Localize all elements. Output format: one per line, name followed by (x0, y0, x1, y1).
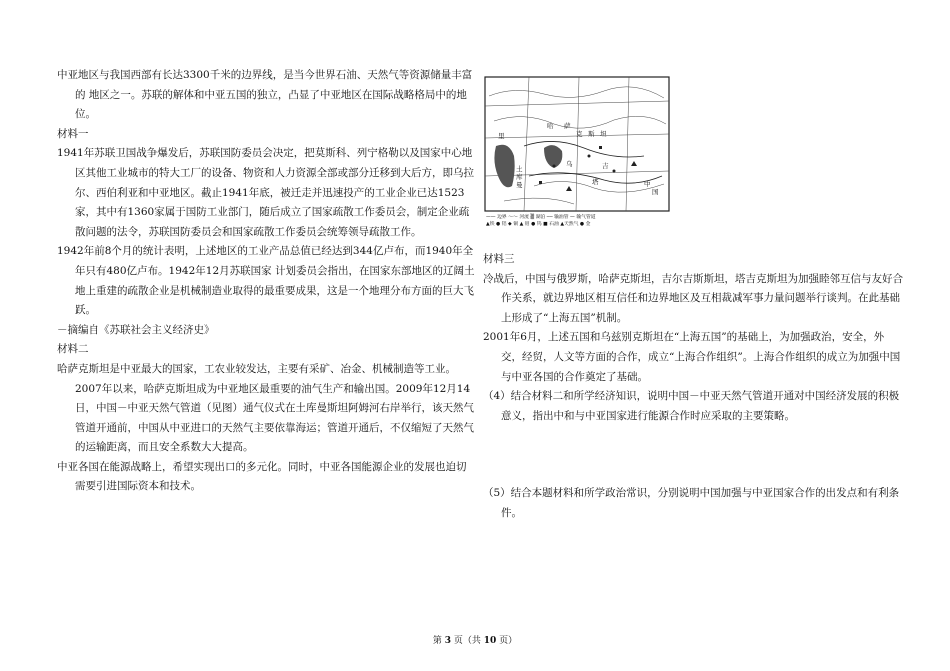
material-2-heading: 材料二 (57, 343, 89, 356)
material-1-heading: 材料一 (57, 127, 89, 140)
map-label-sa: 萨 (564, 122, 571, 130)
material-1-paragraph-2: 1942年前8个月的统计表明，上述地区的工业产品总值已经达到344亿卢布，而1940年全年只有480亿卢布。1942年12月苏联国家 计划委员会指出，在国家东部地区的辽阔土地上重建的疏散企业是机械制造业取得的最重要成果，这是一个地理分布方面的巨大飞跃。 (57, 245, 475, 317)
page-total: 10 (483, 636, 497, 646)
material-1-paragraph-1: 1941年苏联卫国战争爆发后，苏联国防委员会决定，把莫斯科、列宁格勒以及国家中心地区其他工业城市的特大工厂的设备、物资和人力资源全部或部分迁移到大后方，即乌拉尔、西伯利亚和中亚地区。截止1941年底，被迁走并迅速投产的工业企业已达1523家，其中有1360家属于国防工业部门，随后成立了国家疏散工作委员会，制定企业疏散问题的法令，苏联国防委员会和国家疏散工作委员会统筹领导疏散工作。 (57, 147, 474, 238)
page-footer (0, 633, 950, 646)
footer-suffix: 页） (496, 636, 518, 646)
material-3-paragraph-2: 2001年6月，上述五国和乌兹别克斯坦在“上海五国”的基础上，为加强政治，安全，外交，经贸，人文等方面的合作，成立“上海合作组织”。上海合作组织的成立为加强中国与中亚各国的合作奠定了基础。 (483, 331, 901, 383)
map-label-si: 斯 (588, 130, 595, 138)
map-label-ku: 库 (516, 173, 523, 181)
material-2-paragraph-1: 哈萨克斯坦是中亚最大的国家，工农业较发达，主要有采矿、冶金、机械制造等工业。2007年以来，哈萨克斯坦成为中亚地区最重要的油气生产和输出国。2009年12月14日，中国－中亚天然气管道（见图）通气仪式在土库曼斯坦阿姆河右岸举行，该天然气管道开通前，中国从中亚进口的天然气主要依靠海运；管道开通后，不仅缩短了天然气的运输距离，而且安全系数大大提高。 (57, 362, 474, 454)
map-label-ke: 克 (576, 130, 583, 138)
map-label-guo: 国 (652, 188, 659, 196)
map-label-tan: 坦 (600, 130, 607, 138)
material-2-paragraph-2: 中亚各国在能源战略上，希望实现出口的多元化。同时，中亚各国能源企业的发展也迫切需要引进国际资本和技术。 (57, 460, 467, 493)
material-3-paragraph-1: 冷战后，中国与俄罗斯，哈萨克斯坦，吉尔吉斯斯坦，塔吉克斯坦为加强睦邻互信与友好合作关系，就边界地区相互信任和边界地区及互相裁减军事力量问题举行谈判。在此基础上形成了“上海五国”机制。 (483, 272, 903, 324)
footer-middle: 页（共 (451, 636, 484, 646)
map-label-ta: 塔 (592, 178, 599, 186)
map-legend-line-1: —— 边界 ～～ 河流 ▒ 湖泊 ── 输油管 — 输气管道 (486, 215, 596, 220)
map-label-man: 曼 (516, 181, 523, 189)
question-4: （4）结合材料二和所学经济知识，说明中国－中亚天然气管道开通对中国经济发展的积极意义，指出中和与中亚国家进行能源合作时应采取的主要策略。 (483, 390, 900, 422)
map-legend-line-2: ▲铁 ● 铝 ◆ 铜 ▲ 钼 ● 钨 ■ 石油 ▲天然气 ● 金 (486, 222, 591, 226)
intro-paragraph: 中亚地区与我国西部有长达3300千米的边界线，是当今世界石油、天然气等资源储量丰富的 地区之一。苏联的解体和中亚五国的独立，凸显了中亚地区在国际战略格局中的地位。 (57, 69, 473, 121)
map-label-zhong: 中 (644, 180, 651, 188)
source-citation: －摘编自《苏联社会主义经济史》 (57, 323, 215, 336)
material-3-heading: 材料三 (483, 253, 515, 265)
page-number: 3 (444, 636, 451, 646)
map-label-li: 里 (498, 132, 505, 140)
left-column (57, 66, 475, 497)
question-5: （5）结合本题材料和所学政治常识，分别说明中国加强与中亚国家合作的出发点和有利条件。 (483, 487, 900, 519)
footer-prefix: 第 (432, 636, 445, 646)
map-label-ha: 哈 (547, 122, 554, 130)
map-label-tu: 土 (516, 165, 523, 173)
pipeline-map (484, 76, 670, 226)
right-column (483, 250, 903, 524)
map-label-wu: 乌 (566, 160, 573, 168)
map-label-ji: 吉 (602, 162, 609, 170)
